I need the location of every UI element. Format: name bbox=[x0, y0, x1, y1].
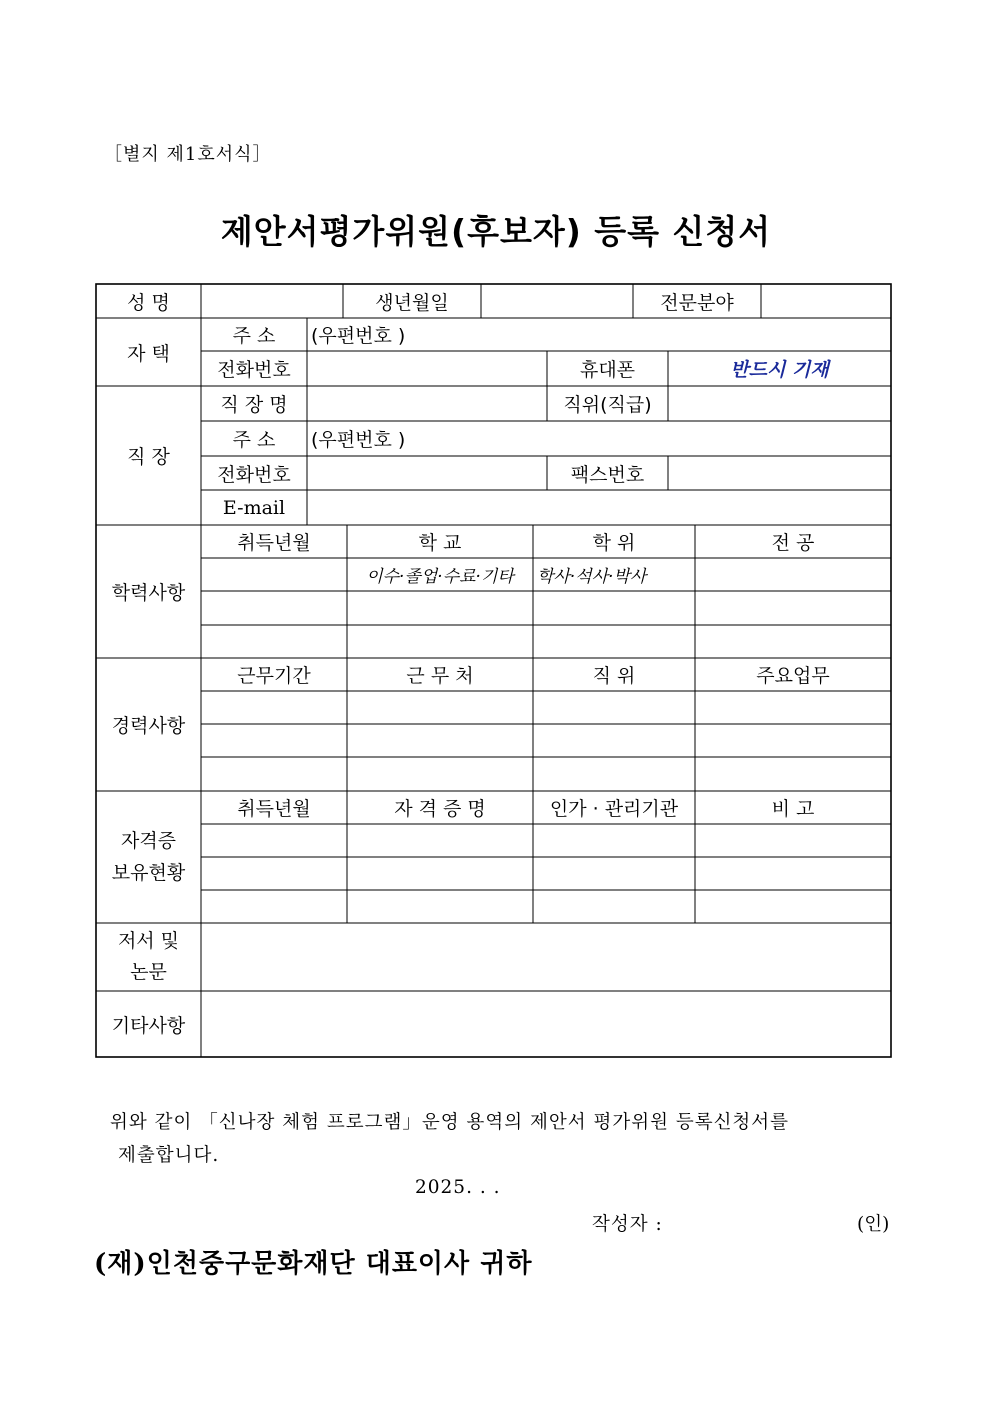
home-phone-field[interactable] bbox=[307, 351, 547, 386]
page-title: 제안서평가위원(후보자) 등록 신청서 bbox=[220, 212, 772, 251]
education-header-date: 취득년월 bbox=[237, 532, 311, 554]
career-header-position: 직 위 bbox=[592, 665, 636, 687]
career-header-period: 근무기간 bbox=[237, 665, 311, 687]
education-school-hint[interactable]: 이수·졸업·수료·기타 bbox=[366, 567, 514, 587]
license-section-label-line2: 보유현황 bbox=[111, 862, 186, 884]
work-address-field[interactable]: (우편번호 ) bbox=[311, 429, 406, 451]
email-label: E-mail bbox=[222, 496, 286, 519]
other-field[interactable] bbox=[201, 991, 891, 1057]
work-phone-label: 전화번호 bbox=[217, 463, 291, 486]
writings-label-line2: 논문 bbox=[130, 961, 167, 983]
license-header-name: 자 격 증 명 bbox=[394, 798, 486, 820]
license-section-label bbox=[96, 791, 201, 923]
license-section-label-line1: 자격증 bbox=[120, 830, 177, 852]
birth-field[interactable] bbox=[481, 284, 633, 318]
work-address-label: 주 소 bbox=[232, 429, 276, 451]
name-label: 성 명 bbox=[127, 291, 170, 314]
field-input[interactable] bbox=[761, 284, 891, 318]
work-phone-field[interactable] bbox=[307, 456, 547, 490]
education-degree-hint[interactable]: 학사·석사·박사 bbox=[537, 567, 647, 587]
career-header-workplace: 근 무 처 bbox=[406, 665, 474, 687]
statement-line-1: 위와 같이 「신나장 체험 프로그램」운영 용역의 제안서 평가위원 등록신청서를 bbox=[110, 1112, 790, 1133]
home-section-label: 자 택 bbox=[127, 342, 170, 365]
fax-label: 팩스번호 bbox=[570, 463, 645, 486]
email-field[interactable] bbox=[307, 490, 891, 525]
name-field[interactable] bbox=[201, 284, 343, 318]
license-header-remarks: 비 고 bbox=[771, 798, 815, 820]
seal-mark: (인) bbox=[857, 1214, 890, 1235]
workplace-field[interactable] bbox=[307, 386, 547, 421]
form-number-label: ［별지 제1호서식］ bbox=[104, 144, 272, 165]
writings-label-line1: 저서 및 bbox=[117, 930, 180, 952]
work-section-label: 직 장 bbox=[127, 446, 170, 468]
license-header-issuer: 인가 · 관리기관 bbox=[549, 798, 679, 820]
recipient-line: (재)인천중구문화재단 대표이사 귀하 bbox=[94, 1249, 533, 1279]
writings-label bbox=[96, 923, 201, 991]
education-header-major: 전 공 bbox=[771, 532, 815, 554]
home-phone-label: 전화번호 bbox=[217, 359, 291, 381]
mobile-label: 휴대폰 bbox=[579, 359, 636, 381]
statement-line-2: 제출합니다. bbox=[118, 1145, 220, 1166]
field-label: 전문분야 bbox=[660, 291, 734, 314]
writings-field[interactable] bbox=[201, 923, 891, 991]
home-address-label: 주 소 bbox=[232, 325, 276, 347]
education-header-school: 학 교 bbox=[418, 532, 462, 554]
writer-label: 작성자 : bbox=[592, 1214, 663, 1235]
career-header-duties: 주요업무 bbox=[756, 665, 830, 687]
education-header-degree: 학 위 bbox=[592, 532, 636, 554]
mobile-field[interactable]: 반드시 기재 bbox=[730, 359, 829, 381]
position-field[interactable] bbox=[668, 386, 891, 421]
other-label: 기타사항 bbox=[111, 1014, 186, 1037]
position-label: 직위(직급) bbox=[563, 394, 652, 416]
submission-date: 2025. . . bbox=[415, 1177, 501, 1198]
home-address-field[interactable]: (우편번호 ) bbox=[311, 325, 406, 347]
birth-label: 생년월일 bbox=[375, 291, 449, 314]
education-section-label: 학력사항 bbox=[111, 582, 186, 604]
career-section-label: 경력사항 bbox=[111, 715, 186, 737]
license-header-date: 취득년월 bbox=[237, 798, 311, 820]
fax-field[interactable] bbox=[668, 456, 891, 490]
workplace-label: 직 장 명 bbox=[220, 394, 288, 416]
